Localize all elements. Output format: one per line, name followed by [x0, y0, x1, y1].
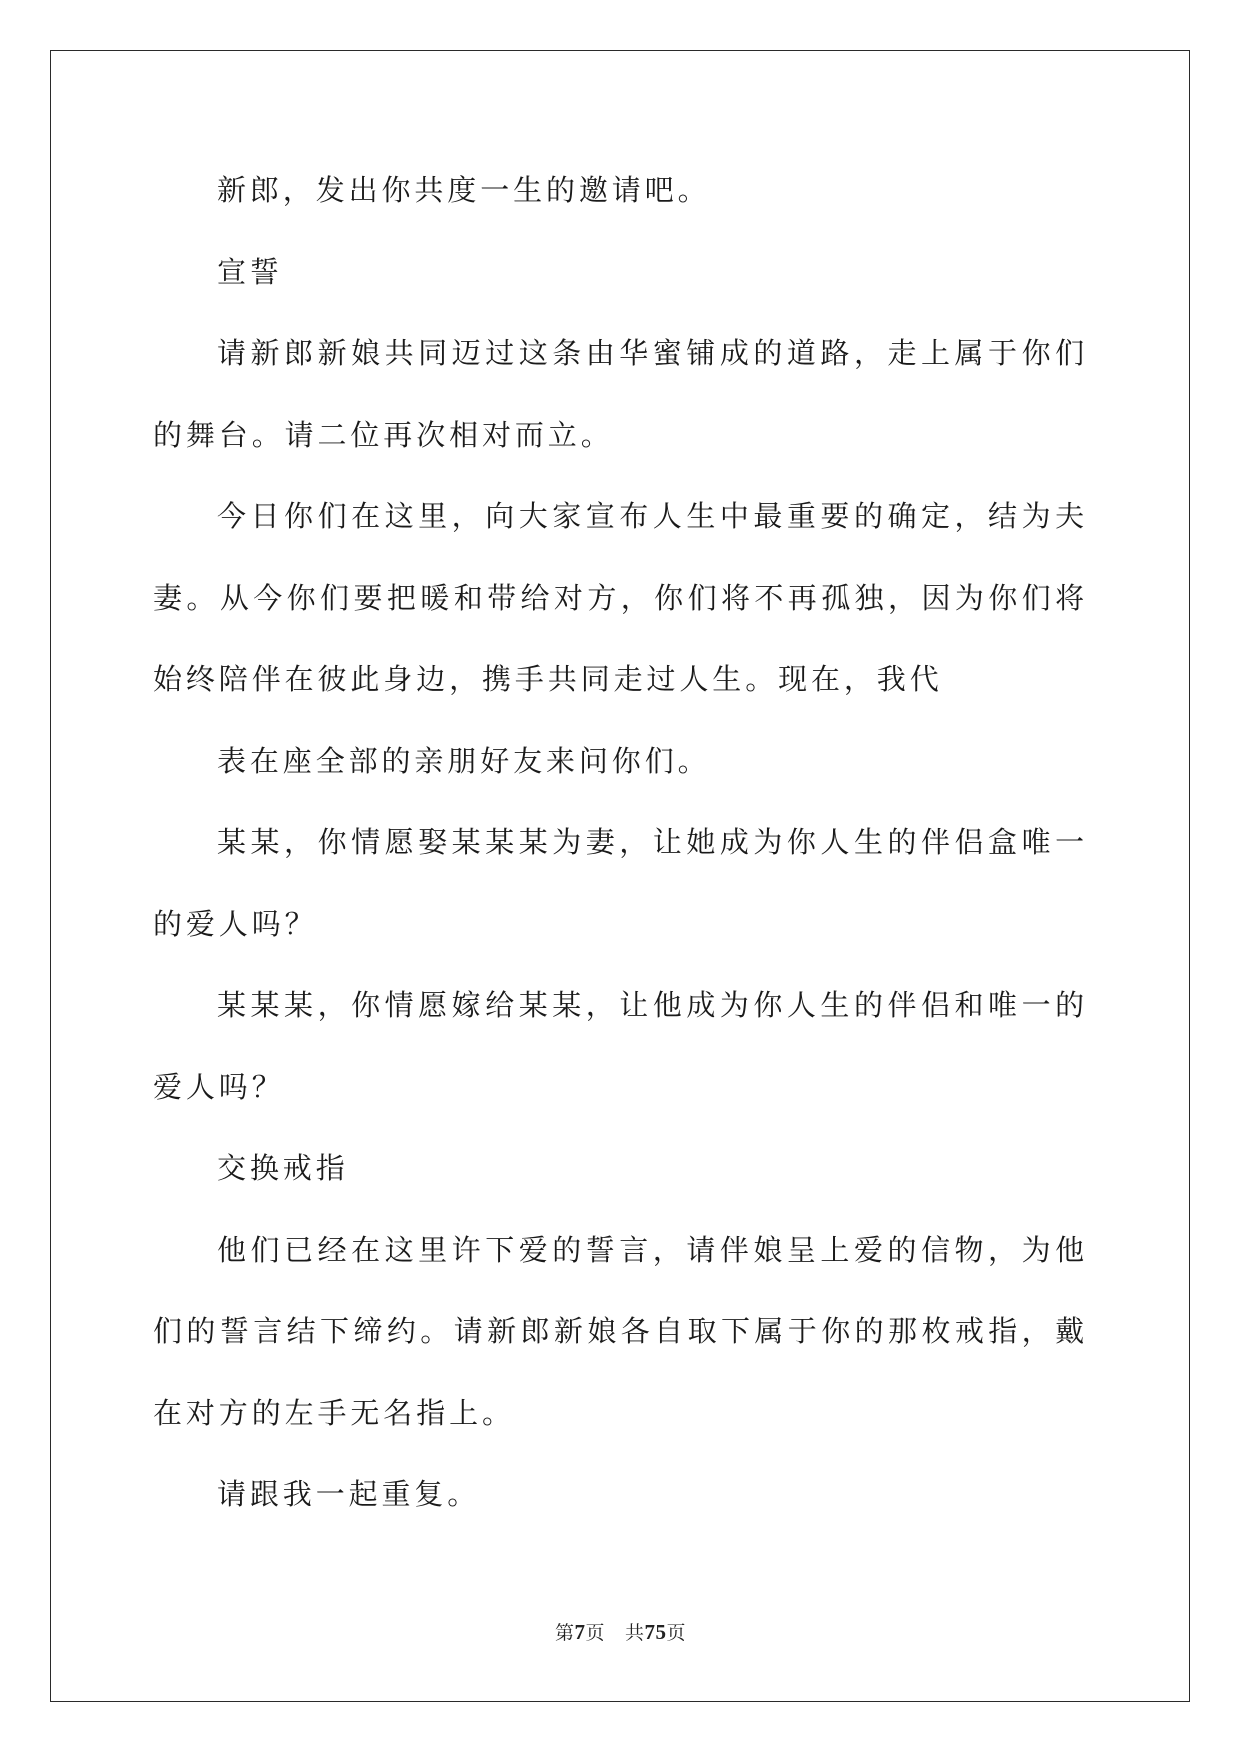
document-body: [153, 150, 1088, 1536]
page-prefix: 第: [554, 1622, 575, 1644]
page-footer: [0, 1620, 1241, 1645]
paragraph: 今日你们在这里，向大家宣布人生中最重要的确定，结为夫妻。从今你们要把暖和带给对方，你们将不再孤独，因为你们将始终陪伴在彼此身边，携手共同走过人生。现在，我代: [153, 499, 1088, 696]
paragraph: 请新郎新娘共同迈过这条由华蜜铺成的道路，走上属于你们的舞台。请二位再次相对而立。: [153, 336, 1088, 452]
section-heading-rings: 交换戒指: [217, 1151, 349, 1185]
paragraph: 他们已经在这里许下爱的誓言，请伴娘呈上爱的信物，为他们的誓言结下缔约。请新郎新娘各自取下属于你的那枚戒指，戴在对方的左手无名指上。: [153, 1232, 1088, 1430]
total-pages: 75: [644, 1620, 667, 1644]
total-prefix: 共: [625, 1622, 645, 1644]
paragraph: 某某某，你情愿嫁给某某，让他成为你人生的伴侣和唯一的爱人吗？: [153, 988, 1088, 1104]
page-number: 7: [574, 1620, 586, 1644]
total-suffix: 页: [666, 1622, 687, 1644]
section-heading-vows: 宣誓: [217, 254, 283, 289]
page-suffix: 页: [585, 1622, 605, 1644]
paragraph: 某某，你情愿娶某某某为妻，让她成为你人生的伴侣盒唯一的爱人吗？: [153, 825, 1088, 941]
paragraph: 请跟我一起重复。: [217, 1477, 481, 1511]
paragraph: 新郎，发出你共度一生的邀请吧。: [217, 173, 711, 207]
paragraph: 表在座全部的亲朋好友来问你们。: [217, 743, 711, 778]
